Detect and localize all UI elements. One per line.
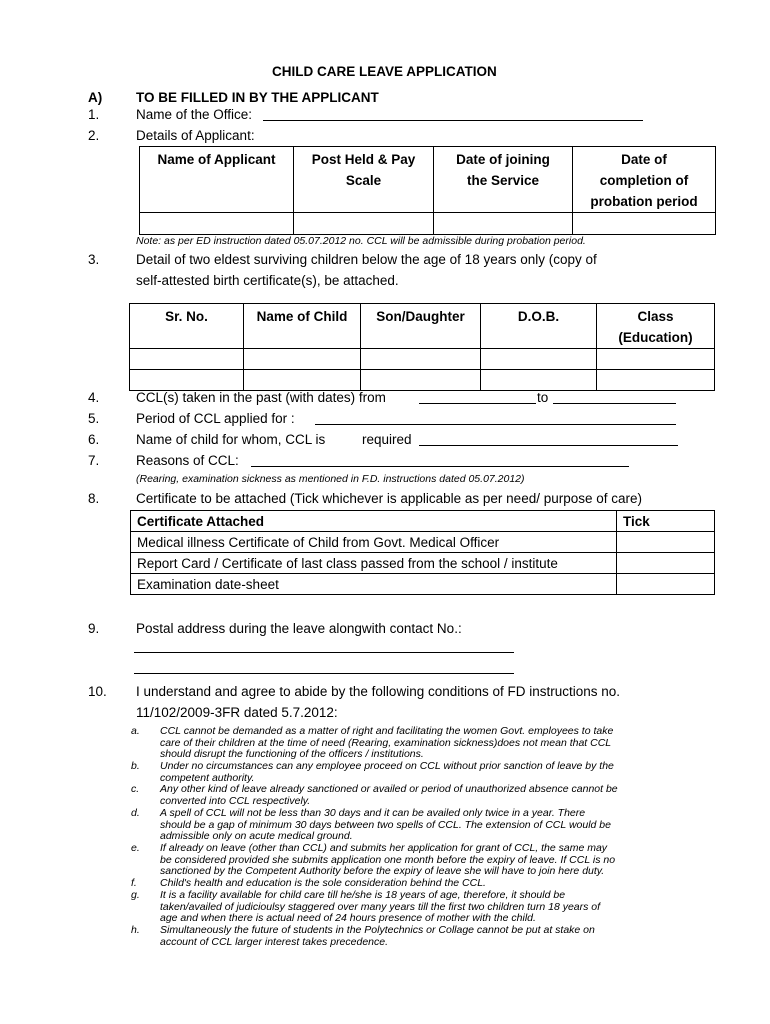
header-text: Class (637, 309, 674, 324)
item-number-3: 3. (88, 252, 100, 267)
table-row (130, 370, 715, 391)
item-number-5: 5. (88, 411, 100, 426)
condition-text: It is a facility available for child care till he/she is 18 years of age, therefore, it should be taken/availed of judicioulsy staggered over many years till the first two children turn 18 years of age and when there is actual need of 24 hours presence of mother with the child. (160, 889, 601, 924)
header-text: probation period (590, 194, 698, 209)
table-row (130, 349, 715, 370)
condition-label: e. (131, 842, 140, 854)
header-text: Name of Applicant (157, 152, 276, 167)
tick-cell[interactable] (617, 532, 715, 553)
condition-label: c. (131, 783, 140, 795)
ccl-past-label: CCL(s) taken in the past (with dates) from (136, 390, 386, 405)
date-joining-cell[interactable] (434, 213, 573, 235)
certificate-table (130, 510, 715, 595)
tick-cell[interactable] (617, 574, 715, 595)
item-number-4: 4. (88, 390, 100, 405)
col-name-of-child (244, 304, 361, 349)
header-text: Date of joining (456, 152, 550, 167)
condition-label: d. (131, 807, 140, 819)
col-son-daughter (361, 304, 481, 349)
postal-field-line2[interactable] (134, 673, 514, 674)
applicant-name-cell[interactable] (140, 213, 294, 235)
ccl-to-field[interactable] (553, 403, 676, 404)
post-held-cell[interactable] (294, 213, 434, 235)
condition-text: A spell of CCL will not be less than 30 days and it can be availed only twice in a year. There should be a gap of minimum 30 days between two spells of CCL. The extension of CCL would be admissible only on acute medical ground. (160, 807, 611, 842)
agree-line1: I understand and agree to abide by the following conditions of FD instructions no. (136, 684, 621, 699)
col-date-of-joining (434, 147, 573, 213)
header-text: Sr. No. (165, 309, 208, 324)
header-text: Date of (621, 152, 667, 167)
condition-text: Child's health and education is the sole consideration behind the CCL. (160, 877, 486, 889)
table-cell[interactable] (481, 349, 597, 370)
table-cell[interactable] (597, 349, 715, 370)
child-for-label: Name of child for whom, CCL is (136, 432, 326, 447)
col-certificate-attached: Certificate Attached (131, 511, 617, 532)
ccl-to-label: to (537, 390, 549, 405)
condition-label: h. (131, 924, 140, 936)
condition-text: If already on leave (other than CCL) and submits her application for grant of CCL, the same may be considered provided she submits application one month before the expiry of leave. If CCL is no sanctioned by the Competent Authority before the expiry of leave she will have to join here duty. (160, 842, 616, 877)
header-text: D.O.B. (517, 309, 560, 324)
table-cell[interactable] (244, 349, 361, 370)
agree-line2: 11/102/2009-3FR dated 5.7.2012: (136, 705, 338, 720)
certificate-name: Report Card / Certificate of last class passed from the school / institute (131, 553, 617, 574)
table-cell[interactable] (130, 370, 244, 391)
section-heading: TO BE FILLED IN BY THE APPLICANT (136, 90, 379, 105)
required-label: required (362, 432, 412, 447)
certificate-label: Certificate to be attached (Tick whichever is applicable as per need/ purpose of care) (136, 491, 643, 506)
ccl-from-field[interactable] (419, 403, 536, 404)
item-number-10: 10. (88, 684, 107, 699)
header-text: completion of (599, 173, 689, 188)
table-cell[interactable] (597, 370, 715, 391)
probation-cell[interactable] (573, 213, 716, 235)
postal-label: Postal address during the leave alongwith contact No.: (136, 621, 462, 636)
applicant-table (139, 146, 716, 235)
header-text: Post Held & Pay (311, 152, 416, 167)
children-label-line1: Detail of two eldest surviving children below the age of 18 years only (copy of (136, 252, 597, 267)
condition-text: CCL cannot be demanded as a matter of right and facilitating the women Govt. employees to take care of their children at the time of need (Rearing, examination sickness)does not mean that CCL should disrupt the functioning of the officers / institutions. (160, 725, 614, 760)
reasons-field[interactable] (251, 466, 629, 467)
table-cell[interactable] (361, 349, 481, 370)
condition-label: g. (131, 889, 140, 901)
table-cell[interactable] (130, 349, 244, 370)
header-text: the Service (466, 173, 540, 188)
period-field[interactable] (315, 424, 676, 425)
certificate-name: Examination date-sheet (131, 574, 617, 595)
office-label: Name of the Office: (136, 107, 253, 122)
col-class (597, 304, 715, 349)
section-label: A) (88, 90, 103, 105)
col-tick: Tick (617, 511, 715, 532)
item-number-8: 8. (88, 491, 100, 506)
item-number-7: 7. (88, 453, 100, 468)
header-text: Name of Child (256, 309, 348, 324)
table-cell[interactable] (244, 370, 361, 391)
table-cell[interactable] (361, 370, 481, 391)
reasons-label: Reasons of CCL: (136, 453, 239, 468)
probation-note: Note: as per ED instruction dated 05.07.2012 no. CCL will be admissible during probation period. (136, 235, 586, 247)
details-label: Details of Applicant: (136, 128, 255, 143)
col-dob (481, 304, 597, 349)
period-label: Period of CCL applied for : (136, 411, 295, 426)
condition-label: b. (131, 760, 140, 772)
page-title: CHILD CARE LEAVE APPLICATION (272, 64, 497, 79)
col-probation (573, 147, 716, 213)
item-number-2: 2. (88, 128, 100, 143)
item-number-9: 9. (88, 621, 100, 636)
tick-cell[interactable] (617, 553, 715, 574)
condition-text: Simultaneously the future of students in the Polytechnics or Collage cannot be put at stake on account of CCL larger interest takes precedence. (160, 924, 595, 948)
header-text: (Education) (618, 330, 693, 345)
children-table (129, 303, 715, 391)
col-name-of-applicant (140, 147, 294, 213)
table-row (131, 532, 715, 553)
table-cell[interactable] (481, 370, 597, 391)
condition-text: Under no circumstances can any employee proceed on CCL without prior sanction of leave by the competent authority. (160, 760, 614, 784)
item-number-1: 1. (88, 107, 100, 122)
table-row (131, 553, 715, 574)
condition-label: f. (131, 877, 137, 889)
condition-text: Any other kind of leave already sanctioned or availed or period of unauthorized absence cannot be converted into CCL respectively. (160, 783, 618, 807)
item-number-6: 6. (88, 432, 100, 447)
child-name-field[interactable] (419, 445, 678, 446)
header-text: Son/Daughter (376, 309, 465, 324)
col-sr-no (130, 304, 244, 349)
table-row (131, 574, 715, 595)
reasons-note: (Rearing, examination sickness as mentioned in F.D. instructions dated 05.07.2012) (136, 473, 525, 485)
header-text: Scale (345, 173, 382, 188)
postal-field-line1[interactable] (134, 652, 514, 653)
office-field[interactable] (263, 120, 643, 121)
children-label-line2: self-attested birth certificate(s), be attached. (136, 273, 399, 288)
condition-label: a. (131, 725, 140, 737)
col-post-held (294, 147, 434, 213)
certificate-name: Medical illness Certificate of Child from Govt. Medical Officer (131, 532, 617, 553)
